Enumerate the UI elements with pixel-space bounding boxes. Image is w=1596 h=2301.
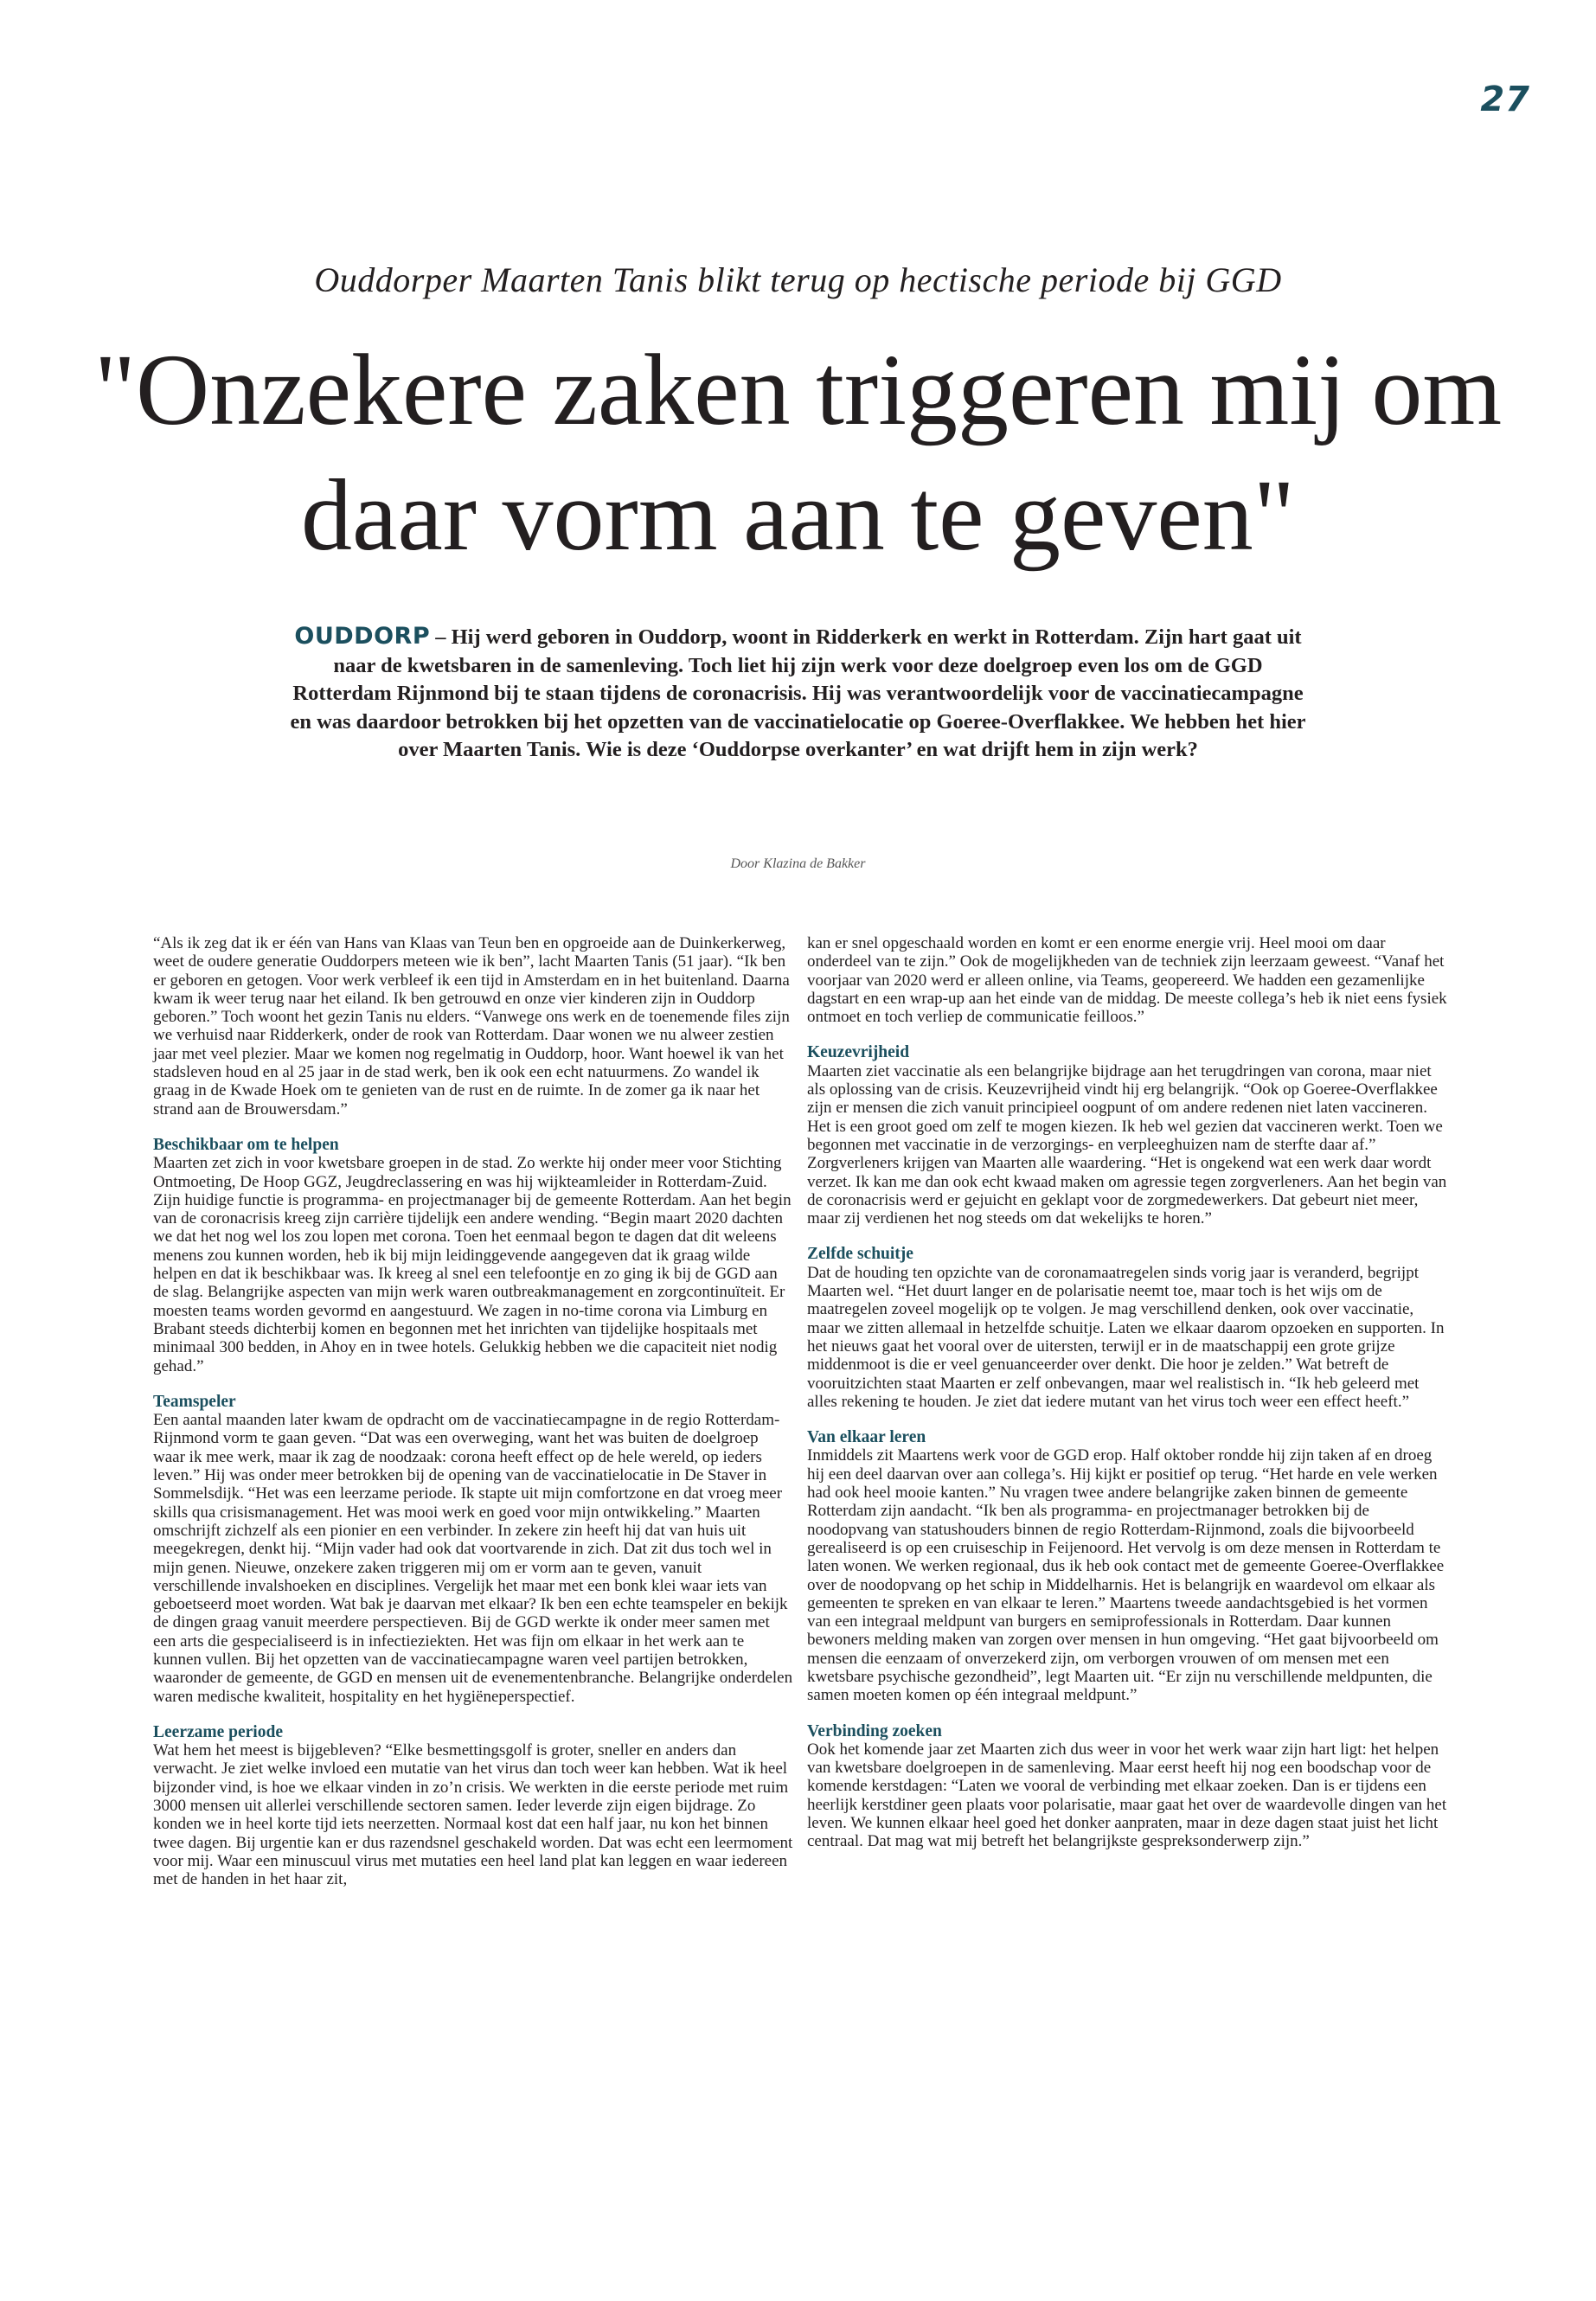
section-heading: Verbinding zoeken (807, 1721, 942, 1740)
body-paragraph: Inmiddels zit Maartens werk voor de GGD erop. Half oktober rondde hij zijn taken af en droeg hij een deel daarvan over aan collega’s. Hij kijkt er positief op terug. “Het harde en vele werken had ook heel mooie kanten.” Nu vragen twee andere belangrijke zaken binnen de gemeente Rotterdam zijn aandacht. “Ik ben als programma- en projectmanager betrokken bij de noodopvang van statushouders binnen de regio Rotterdam-Rijnmond, zoals die bijvoorbeeld gerealiseerd is op een cruiseschip in Feijenoord. Het vervolg is om deze mensen in Rotterdam te laten wonen. We werken regionaal, dus ik heb ook contact met de gemeente Goeree-Overflakkee over de noodopvang op het schip in Middelharnis. Het is belangrijk en waardevol om elkaar als gemeenten te spreken en van elkaar te leren.” Maartens tweede aandachtsgebied is het vormen van een integraal meldpunt van burgers en semiprofessionals in Rotterdam. Daar kunnen bewoners melding maken van zorgen over mensen in hun omgeving. “Het gaat bijvoorbeeld om mensen die eenzaam of onverzekerd zijn, om verborgen vrouwen of om mensen met een kwetsbare psychische gezondheid”, legt Maarten uit. “Er zijn nu verschillende meldpunten, die samen moeten komen op één integraal meldpunt.” (807, 1446, 1445, 1705)
body-paragraph: Een aantal maanden later kwam de opdracht om de vaccinatiecampagne in de regio Rotterdam-Rijnmond vorm te gaan geven. “Dat was een overweging, want het was buiten de doelgroep waar ik mee werk, maar ik zag de noodzaak: corona heeft effect op de hele wereld, op ieders leven.” Hij was onder meer betrokken bij de opening van de vaccinatielocatie in De Staver in Sommelsdijk. “Het was een leerzame periode. Ik stapte uit mijn comfortzone en dat vroeg meer skills qua crisismanagement. Het was mooi werk en goed voor mijn ontwikkeling.” Maarten omschrijft zichzelf als een pionier en een verbinder. In zekere zin heeft hij dat van huis uit meegekregen, denkt hij. “Mijn vader had ook dat voortvarende in zich. Dat zit dus toch wel in mijn genen. Nieuwe, onzekere zaken triggeren mij om er vorm aan te geven, vanuit verschillende invalshoeken en disciplines. Vergelijk het maar met een bonk klei waar iets van geboetseerd moet worden. Wat bak je daarvan met elkaar? Ik ben een echte teamspeler en bekijk de dingen graag vanuit meerdere perspectieven. Bij de GGD werkte ik onder meer samen met een arts die gespecialiseerd is in infectieziekten. Het was fijn om elkaar in het werk aan te kunnen vullen. Bij het opzetten van de vaccinatiecampagne waren veel partijen betrokken, waaronder de gemeente, de GGD en mensen uit de evenementenbranche. Belangrijke onderdelen waren medische kwaliteit, hospitality en het hygiëneperspectief. (153, 1411, 793, 1706)
column-right (807, 934, 1447, 1851)
section-heading: Leerzame periode (153, 1722, 283, 1741)
article-kicker: Ouddorper Maarten Tanis blikt terug op hectische periode bij GGD (314, 260, 1282, 299)
page-number: 27 (1480, 80, 1530, 119)
lead-text: – Hij werd geboren in Ouddorp, woont in Ridderkerk en werkt in Rotterdam. Zijn hart gaat uit naar de kwetsbaren in de samenleving. Toch liet hij zijn werk voor deze doelgroep even los om de GGD Rotterdam Rijnmond bij te staan tijdens de coronacrisis. Hij was verantwoordelijk voor de vaccinatiecampagne en was daardoor betrokken bij het opzetten van de vaccinatielocatie op Goeree-Overflakkee. We hebben het hier over Maarten Tanis. Wie is deze ‘Ouddorpse overkanter’ en wat drijft hem in zijn werk? (290, 625, 1306, 761)
article-lead (285, 623, 1311, 765)
section-heading: Teamspeler (153, 1392, 236, 1411)
body-paragraph: Maarten ziet vaccinatie als een belangrijke bijdrage aan het terugdringen van corona, maar niet als oplossing van de crisis. Keuzevrijheid vindt hij erg belangrijk. “Ook op Goeree-Overflakkee zijn er mensen die zich vanuit principieel oogpunt of om andere redenen niet laten vaccineren. Het is een groot goed om zelf te mogen kiezen. Ik heb wel gezien dat vaccineren werkt. Toen we begonnen met vaccinatie in de verzorgings- en verpleeghuizen nam de sterfte daar af.” Zorgverleners krijgen van Maarten alle waardering. “Het is ongekend wat een werk daar wordt verzet. Ik kan me dan ook echt kwaad maken om agressie tegen zorgverleners. Aan het begin van de coronacrisis werd er gejuicht en geklapt voor de zorgmedewerkers. Dat gebeurt niet meer, maar zij verdienen het nog steeds om dat wekelijks te horen.” (807, 1061, 1447, 1228)
body-paragraph: Dat de houding ten opzichte van de coronamaatregelen sinds vorig jaar is veranderd, begrijpt Maarten wel. “Het duurt langer en de polarisatie neemt toe, maar toch is het wijs om de maatregelen zoveel mogelijk op te volgen. Je mag verschillend denken, ook over vaccinatie, maar we zitten allemaal in hetzelfde schuitje. Laten we elkaar daarom opzoeken en supporten. In het nieuws gaat het vooral over de uitersten, terwijl er in de maatschappij een grote grijze middenmoot is die er veel genuanceerder over denkt. Die hoor je zelden.” Wat betreft de vooruitzichten staat Maarten er zelf onbevangen, maar wel realistisch in. “Ik heb geleerd met alles rekening te houden. Je ziet dat iedere mutant van het virus toch weer een effect heeft.” (807, 1263, 1445, 1411)
dateline: OUDDORP (294, 623, 431, 650)
section-heading: Zelfde schuitje (807, 1245, 913, 1264)
body-paragraph: kan er snel opgeschaald worden en komt er een enorme energie vrij. Heel mooi om daar onderdeel van te zijn.” Ook de mogelijkheden van de techniek zijn leerzaam geweest. “Vanaf het voorjaar van 2020 werd er alleen online, via Teams, geopereerd. We hadden een gezamenlijke dagstart en een wrap-up aan het einde van de middag. De meeste collega’s heb ik niet eens fysiek ontmoet en toch verliep de communicatie feilloos.” (807, 934, 1447, 1027)
body-paragraph: Ook het komende jaar zet Maarten zich dus weer in voor het werk waar zijn hart ligt: het helpen van kwetsbare doelgroepen in de samenleving. Maar eerst heeft hij nog een boodschap voor de komende kerstdagen: “Laten we vooral de verbinding met elkaar zoeken. Dan is er tijdens een heerlijk kerstdiner geen plaats voor polarisatie, maar gaat het over de waardevolle dingen van het leven. We kunnen elkaar heel goed het donker aanpraten, maar in deze dagen staat juist het licht centraal. Dat mag wat mij betreft het belangrijkste gespreksonderwerp zijn.” (807, 1740, 1447, 1851)
section-heading: Van elkaar leren (807, 1428, 926, 1447)
section-heading: Keuzevrijheid (807, 1043, 910, 1062)
body-paragraph: Maarten zet zich in voor kwetsbare groepen in de stad. Zo werkte hij onder meer voor Stichting Ontmoeting, De Hoop GGZ, Jeugdreclassering en was hij wijkteamleider in Rotterdam-Zuid. Zijn huidige functie is programma- en projectmanager bij de gemeente Rotterdam. Aan het begin van de coronacrisis kreeg zijn carrière tijdelijk een andere wending. “Begin maart 2020 dachten we dat het nog wel los zou lopen met corona. Toen het eenmaal begon te dagen dat dit weleens menens zou kunnen worden, heb ik bij mijn leidinggevende aangegeven dat ik graag wilde helpen en dat ik beschikbaar was. Ik kreeg al snel een telefoontje en zo ging ik bij de GGD aan de slag. Belangrijke aspecten van mijn werk waren outbreakmanagement en zorgcontinuïteit. Er moesten teams worden gevormd en aangestuurd. We zagen in no-time corona via Limburg en Brabant steeds dichterbij komen en begonnen met het inrichten van tijdelijke hospitaals met minimaal 300 bedden, in Ahoy en in twee hotels. Gelukkig hebben we die capaciteit niet nodig gehad.” (153, 1154, 792, 1375)
byline: Door Klazina de Bakker (730, 856, 866, 871)
column-left (153, 934, 793, 1889)
body-paragraph: Wat hem het meest is bijgebleven? “Elke besmettingsgolf is groter, sneller en anders dan verwacht. Je ziet welke invloed een mutatie van het virus dan toch weer kan hebben. Wat ik heel bijzonder vind, is hoe we elkaar vinden in zo’n crisis. We werkten in die eerste periode met ruim 3000 mensen uit allerlei verschillende sectoren samen. Ieder leverde zijn eigen bijdrage. Zo konden we in heel korte tijd iets neerzetten. Normaal kost dat een half jaar, nu kon het binnen twee dagen. Bij urgentie kan er dus razendsnel geschakeld worden. Dat was echt een leermoment voor mij. Waar een minuscuul virus met mutaties een heel land plat kan leggen en waar iedereen met de handen in het haar zit, (153, 1741, 793, 1889)
article-headline: "Onzekere zaken triggeren mij om daar vorm aan te geven" (93, 333, 1503, 572)
intro-paragraph: “Als ik zeg dat ik er één van Hans van Klaas van Teun ben en opgroeide aan de Duinkerkerweg, weet de oudere generatie Ouddorpers meteen wie ik ben”, lacht Maarten Tanis (51 jaar). “Ik ben er geboren en getogen. Voor werk verbleef ik een tijd in Amsterdam en in het buitenland. Daarna kwam ik weer terug naar het eiland. Ik ben getrouwd en onze vier kinderen zijn in Ouddorp geboren.” Toch woont het gezin Tanis nu elders. “Vanwege ons werk en de toenemende files zijn we verhuisd naar Ridderkerk, onder de rook van Rotterdam. Daar wonen we nu alweer zestien jaar met veel plezier. Maar we komen nog regelmatig in Ouddorp, hoor. Want hoewel ik van het stadsleven houd en al 25 jaar in de stad werk, ben ik ook een echt natuurmens. Zo wandel ik graag in de Kwade Hoek om te genieten van de rust en de ruimte. In de zomer ga ik naar het strand aan de Brouwersdam.” (153, 934, 790, 1118)
section-heading: Beschikbaar om te helpen (153, 1135, 339, 1154)
